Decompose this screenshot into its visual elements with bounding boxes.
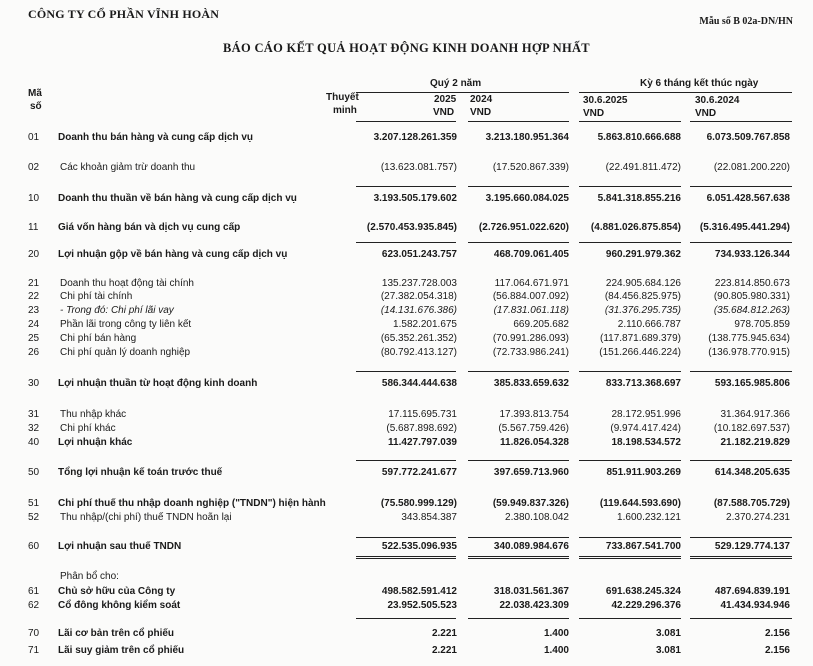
row-value-v1: 2.221 — [431, 628, 457, 639]
row-value-v2: 3.213.180.951.364 — [485, 132, 569, 143]
row-code: 71 — [28, 645, 40, 656]
halfyear-group-header: Kỳ 6 tháng kết thúc ngày — [640, 78, 759, 89]
statement-row — [0, 409, 813, 424]
total-rule — [468, 371, 569, 372]
row-value-v3: 18.198.534.572 — [611, 437, 681, 448]
row-value-v4: 2.156 — [764, 628, 790, 639]
row-value-v4: 2.156 — [764, 645, 790, 656]
row-code: 32 — [28, 423, 40, 434]
row-value-v1: (14.131.676.386) — [380, 305, 457, 316]
row-value-v1: 623.051.243.757 — [381, 249, 457, 260]
col-30-6-2024-header-rule — [690, 121, 792, 122]
row-code: 21 — [28, 278, 40, 289]
row-value-v1: (75.580.999.129) — [380, 498, 457, 509]
row-code: 26 — [28, 347, 40, 358]
row-value-v2: 385.833.659.632 — [493, 378, 569, 389]
total-rule — [356, 618, 456, 619]
row-value-v4: 6.073.509.767.858 — [706, 132, 790, 143]
row-code: 31 — [28, 409, 40, 420]
row-label: Cổ đông không kiểm soát — [58, 600, 181, 611]
row-value-v3: 960.291.979.362 — [605, 249, 681, 260]
row-value-v4: 614.348.205.635 — [714, 467, 790, 478]
total-rule — [579, 460, 681, 461]
row-code: 40 — [28, 437, 40, 448]
row-value-v2: 397.659.713.960 — [493, 467, 569, 478]
total-rule — [356, 371, 456, 372]
total-rule — [468, 242, 569, 243]
total-rule — [468, 618, 569, 619]
row-label: Doanh thu hoạt động tài chính — [60, 278, 194, 289]
code-header-1: Mã — [28, 88, 42, 99]
row-code: 24 — [28, 319, 40, 330]
row-value-v1: 3.193.505.179.602 — [373, 193, 457, 204]
row-value-v1: (65.352.261.352) — [380, 333, 457, 344]
row-label: Chi phí khác — [60, 423, 116, 434]
row-value-v4: (90.805.980.331) — [713, 291, 790, 302]
row-value-v3: 1.600.232.121 — [617, 512, 681, 523]
row-value-v4: 734.933.126.344 — [714, 249, 790, 260]
row-value-v1: 17.115.695.731 — [388, 409, 457, 420]
statement-row — [0, 333, 813, 348]
row-label: Lãi cơ bản trên cổ phiếu — [58, 628, 175, 639]
total-rule — [356, 186, 456, 187]
statement-row — [0, 586, 813, 601]
row-code: 70 — [28, 628, 40, 639]
row-label: Chi phí tài chính — [60, 291, 133, 302]
row-value-v2: 2.380.108.042 — [505, 512, 569, 523]
row-value-v1: 11.427.797.039 — [388, 437, 457, 448]
row-code: 23 — [28, 305, 40, 316]
row-value-v1: 597.772.241.677 — [381, 467, 457, 478]
statement-row — [0, 347, 813, 362]
row-value-v2: 11.826.054.328 — [500, 437, 569, 448]
statement-row — [0, 512, 813, 527]
form-number: Mẫu số B 02a-DN/HN — [699, 16, 793, 27]
row-code: 50 — [28, 467, 40, 478]
row-label: Phần lãi trong công ty liên kết — [60, 319, 192, 330]
total-rule — [356, 460, 456, 461]
total-rule — [690, 460, 792, 461]
row-label: Doanh thu bán hàng và cung cấp dịch vụ — [58, 132, 254, 143]
col-30-6-2025-header: 30.6.2025 — [583, 95, 628, 106]
total-rule — [468, 186, 569, 187]
row-value-v3: 5.863.810.666.688 — [597, 132, 681, 143]
statement-row — [0, 571, 813, 586]
row-value-v2: (2.726.951.022.620) — [478, 222, 569, 233]
company-name: CÔNG TY CỔ PHẦN VĨNH HOÀN — [28, 7, 220, 21]
row-value-v1: 3.207.128.261.359 — [373, 132, 457, 143]
statement-row — [0, 498, 813, 513]
total-rule — [579, 186, 681, 187]
row-value-v2: (5.567.759.426) — [498, 423, 569, 434]
total-rule — [690, 242, 792, 243]
row-value-v2: (70.991.286.093) — [492, 333, 569, 344]
col-2024-header-rule — [468, 121, 569, 122]
row-value-v4: (35.684.812.263) — [713, 305, 790, 316]
row-code: 52 — [28, 512, 40, 523]
col-30-6-2025-unit: VND — [583, 108, 605, 119]
note-header-2: minh — [333, 105, 357, 116]
row-value-v1: (5.687.898.692) — [386, 423, 457, 434]
row-label: - Trong đó: Chi phí lãi vay — [60, 305, 174, 316]
statement-row — [0, 600, 813, 615]
row-value-v4: 6.051.428.567.638 — [706, 193, 790, 204]
note-header-1: Thuyết — [326, 92, 359, 103]
row-label: Chi phí quản lý doanh nghiệp — [60, 347, 191, 358]
row-value-v3: (84.456.825.975) — [604, 291, 681, 302]
row-value-v2: 340.089.984.676 — [493, 541, 569, 552]
row-value-v4: 529.129.774.137 — [714, 541, 790, 552]
total-rule — [690, 556, 792, 559]
row-code: 60 — [28, 541, 40, 552]
row-value-v3: 224.905.684.126 — [605, 278, 681, 289]
row-code: 61 — [28, 586, 40, 597]
row-value-v3: 851.911.903.269 — [606, 467, 681, 478]
col-2024-unit: VND — [470, 107, 492, 118]
total-rule — [690, 618, 792, 619]
row-value-v2: 1.400 — [543, 628, 569, 639]
row-value-v4: 593.165.985.806 — [714, 378, 790, 389]
row-label: Chi phí bán hàng — [60, 333, 137, 344]
row-value-v4: 2.370.274.231 — [726, 512, 790, 523]
statement-row — [0, 291, 813, 306]
row-label: Thu nhập/(chi phí) thuế TNDN hoãn lại — [60, 512, 232, 523]
total-rule — [690, 537, 792, 538]
statement-row — [0, 645, 813, 660]
row-value-v3: 42.229.296.376 — [611, 600, 681, 611]
row-value-v4: (138.775.945.634) — [708, 333, 790, 344]
row-code: 51 — [28, 498, 40, 509]
halfyear-group-rule — [579, 92, 792, 93]
statement-row — [0, 193, 813, 208]
row-value-v3: 733.867.541.700 — [605, 541, 681, 552]
row-value-v4: 41.434.934.946 — [720, 600, 790, 611]
row-value-v2: (72.733.986.241) — [492, 347, 569, 358]
row-value-v1: 1.582.201.675 — [393, 319, 457, 330]
total-rule — [356, 242, 456, 243]
row-value-v3: 3.081 — [655, 645, 681, 656]
statement-row — [0, 249, 813, 264]
row-value-v3: (22.491.811.472) — [605, 162, 681, 173]
row-code: 10 — [28, 193, 40, 204]
report-title: BÁO CÁO KẾT QUẢ HOẠT ĐỘNG KINH DOANH HỢP NHẤT — [223, 41, 590, 55]
row-label: Lãi suy giảm trên cổ phiếu — [58, 645, 185, 656]
statement-row — [0, 437, 813, 452]
row-value-v3: (31.376.295.735) — [604, 305, 681, 316]
row-code: 22 — [28, 291, 40, 302]
quarter-group-rule — [356, 92, 569, 93]
row-value-v1: 343.854.387 — [401, 512, 457, 523]
row-code: 01 — [28, 132, 40, 143]
row-label: Lợi nhuận khác — [58, 437, 133, 448]
row-value-v4: 21.182.219.829 — [720, 437, 790, 448]
row-value-v1: (27.382.054.318) — [380, 291, 457, 302]
row-value-v1: 23.952.505.523 — [387, 600, 457, 611]
row-value-v3: 3.081 — [655, 628, 681, 639]
row-value-v3: 691.638.245.324 — [605, 586, 681, 597]
row-value-v1: (13.623.081.757) — [380, 162, 457, 173]
row-label: Lợi nhuận sau thuế TNDN — [58, 541, 182, 552]
statement-row — [0, 305, 813, 320]
col-30-6-2025-header-rule — [579, 121, 681, 122]
total-rule — [579, 371, 681, 372]
total-rule — [356, 556, 456, 559]
total-rule — [468, 460, 569, 461]
col-2024-header: 2024 — [470, 94, 493, 105]
quarter-group-header: Quý 2 năm — [430, 78, 482, 89]
row-value-v1: 522.535.096.935 — [381, 541, 457, 552]
row-value-v3: 5.841.318.855.216 — [597, 193, 681, 204]
row-value-v4: (10.182.697.537) — [713, 423, 790, 434]
row-label: Các khoản giảm trừ doanh thu — [60, 162, 196, 173]
row-value-v2: 22.038.423.309 — [499, 600, 569, 611]
row-label: Phân bổ cho: — [60, 571, 119, 582]
row-value-v2: 318.031.561.367 — [493, 586, 569, 597]
row-code: 30 — [28, 378, 40, 389]
row-label: Chi phí thuế thu nhập doanh nghiệp ("TNDN") hiện hành — [58, 498, 326, 509]
row-value-v2: 117.064.671.971 — [494, 278, 569, 289]
row-code: 11 — [28, 222, 39, 233]
row-value-v4: (22.081.200.220) — [713, 162, 790, 173]
total-rule — [690, 371, 792, 372]
row-value-v4: 487.694.839.191 — [714, 586, 790, 597]
row-code: 62 — [28, 600, 40, 611]
row-label: Tổng lợi nhuận kế toán trước thuế — [58, 467, 223, 478]
row-value-v2: 468.709.061.405 — [493, 249, 569, 260]
row-value-v3: (117.871.689.379) — [600, 333, 681, 344]
total-rule — [579, 556, 681, 559]
row-value-v1: 2.221 — [431, 645, 457, 656]
row-label: Chủ sở hữu của Công ty — [58, 586, 176, 597]
col-2025-unit: VND — [433, 107, 455, 118]
statement-row — [0, 319, 813, 334]
row-label: Giá vốn hàng bán và dịch vụ cung cấp — [58, 222, 241, 233]
total-rule — [468, 556, 569, 559]
statement-row — [0, 378, 813, 393]
row-code: 20 — [28, 249, 40, 260]
row-label: Doanh thu thuần về bán hàng và cung cấp dịch vụ — [58, 193, 297, 204]
row-value-v2: (59.949.837.326) — [492, 498, 569, 509]
total-rule — [690, 186, 792, 187]
row-value-v3: (151.266.446.224) — [599, 347, 681, 358]
row-value-v2: 3.195.660.084.025 — [485, 193, 569, 204]
total-rule — [356, 537, 456, 538]
row-value-v3: 833.713.368.697 — [605, 378, 681, 389]
row-value-v2: (17.831.061.118) — [493, 305, 569, 316]
code-header-2: số — [30, 101, 42, 112]
total-rule — [468, 537, 569, 538]
row-value-v4: (5.316.495.441.294) — [699, 222, 790, 233]
row-value-v4: 223.814.850.673 — [714, 278, 790, 289]
row-value-v4: (87.588.705.729) — [713, 498, 790, 509]
statement-row — [0, 423, 813, 438]
row-value-v2: (17.520.867.339) — [492, 162, 569, 173]
statement-row — [0, 162, 813, 177]
row-value-v1: 498.582.591.412 — [381, 586, 457, 597]
row-label: Lợi nhuận gộp về bán hàng và cung cấp dịch vụ — [58, 249, 288, 260]
row-value-v2: 669.205.682 — [513, 319, 569, 330]
statement-row — [0, 467, 813, 482]
statement-row — [0, 628, 813, 643]
col-30-6-2024-header: 30.6.2024 — [695, 95, 740, 106]
total-rule — [579, 537, 681, 538]
row-label: Lợi nhuận thuần từ hoạt động kinh doanh — [58, 378, 258, 389]
row-value-v1: (80.792.413.127) — [380, 347, 457, 358]
row-code: 02 — [28, 162, 40, 173]
row-value-v1: (2.570.453.935.845) — [366, 222, 457, 233]
total-rule — [579, 242, 681, 243]
row-value-v1: 135.237.728.003 — [381, 278, 457, 289]
row-label: Thu nhập khác — [60, 409, 127, 420]
row-value-v2: 17.393.813.754 — [499, 409, 569, 420]
row-value-v1: 586.344.444.638 — [381, 378, 457, 389]
statement-row — [0, 222, 813, 237]
row-value-v4: (136.978.770.915) — [708, 347, 790, 358]
total-rule — [579, 618, 681, 619]
row-code: 25 — [28, 333, 40, 344]
statement-row — [0, 132, 813, 147]
col-2025-header: 2025 — [434, 94, 457, 105]
col-30-6-2024-unit: VND — [695, 108, 717, 119]
col-2025-header-rule — [356, 121, 456, 122]
row-value-v3: (119.644.593.690) — [599, 498, 681, 509]
row-value-v3: (9.974.417.424) — [610, 423, 681, 434]
row-value-v2: 1.400 — [543, 645, 569, 656]
row-value-v4: 978.705.859 — [734, 319, 790, 330]
row-value-v2: (56.884.007.092) — [492, 291, 569, 302]
statement-row — [0, 541, 813, 556]
row-value-v3: 28.172.951.996 — [611, 409, 681, 420]
row-value-v3: 2.110.666.787 — [617, 319, 681, 330]
row-value-v3: (4.881.026.875.854) — [590, 222, 681, 233]
row-value-v4: 31.364.917.366 — [720, 409, 790, 420]
